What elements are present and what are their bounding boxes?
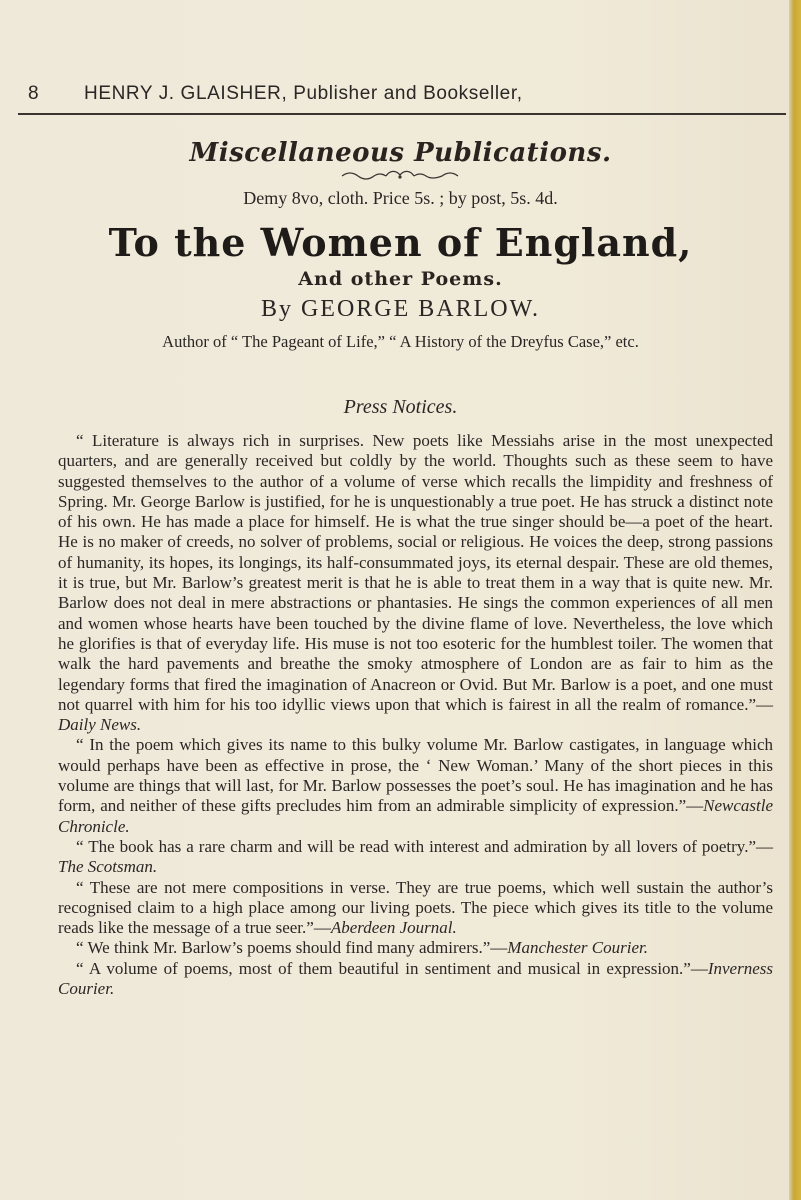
author-line: By GEORGE BARLOW. <box>260 296 541 322</box>
press-notice <box>58 431 773 735</box>
notice-text: “ A volume of poems, most of them beautiful in sentiment and musical in expression.”— <box>76 958 708 978</box>
notice-source: Newcastle Chronicle. <box>58 796 773 836</box>
running-head <box>28 83 668 105</box>
press-notices <box>58 431 773 999</box>
notice-source: The Scotsman. <box>58 857 158 877</box>
notice-text: “ We think Mr. Barlow’s poems should find many admirers.”— <box>76 938 508 958</box>
notice-source: Aberdeen Journal. <box>330 918 457 938</box>
notice-source: Manchester Courier. <box>507 938 649 958</box>
press-notice <box>58 735 773 836</box>
press-notice <box>58 959 773 1000</box>
edition-price: Demy 8vo, cloth. Price 5s. ; by post, 5s. 4d. <box>243 188 558 208</box>
book-subtitle: And other Poems. <box>298 268 503 290</box>
author-works: Author of “ The Pageant of Life,” “ A History of the Dreyfus Case,” etc. <box>162 332 639 351</box>
ornament-divider <box>340 168 460 182</box>
notice-text: “ Literature is always rich in surprises. New poets like Messiahs arise in the most unexpected quarters, and are generally received but coldly by the world. Thoughts such as these seem to have suggested themselves to the author of a volume of verse which recalls the limpidity and freshness of Spring. Mr. George Barlow is justified, for he is unquestionably a true poet. He has struck a distinct note of his own. He has made a place for himself. He is what the true singer should be—a poet of the heart. He is no maker of creeds, no solver of problems, social or religious. He voices the deep, strong passions of humanity, its hopes, its longings, its half-consummated joys, its eternal despair. These are old themes, it is true, but Mr. Barlow’s greatest merit is that he is able to treat them in a way that is quite new. Mr. Barlow does not deal in mere abstractions or phantasies. He sings the common experiences of all men and women whose hearts have been touched by the divine flame of love. Nevertheless, the love which he glorifies is that of everyday life. His muse is not too esoteric for the humblest toiler. The women that walk the hard pavements and breathe the smoky atmosphere of London are as fair to him as the legendary forms that fired the imagination of Anacreon or Ovid. But Mr. Barlow is a poet, and one must not quarrel with him for his too idyllic views upon that which is fairest in all the realm of romance.”— <box>58 431 773 714</box>
header-rule <box>18 113 786 115</box>
section-title: Miscellaneous Publications. <box>189 138 612 168</box>
page-number: 8 <box>28 83 40 104</box>
notice-text: “ The book has a rare charm and will be read with interest and admiration by all lovers of poetry.”— <box>76 836 773 856</box>
notice-source: Inverness Courier. <box>58 958 773 999</box>
press-notice <box>58 938 773 958</box>
press-notice <box>58 837 773 878</box>
notice-source: Daily News. <box>58 715 142 735</box>
page-edge <box>789 0 801 1200</box>
press-notice <box>58 878 773 939</box>
publisher-name: HENRY J. GLAISHER, Publisher and Bookseller, <box>84 83 523 104</box>
book-title: To the Women of England, <box>108 220 693 265</box>
press-notices-heading: Press Notices. <box>343 396 458 418</box>
notice-text: “ In the poem which gives its name to this bulky volume Mr. Barlow castigates, in language which would perhaps have been as effective in prose, the ‘ New Woman.’ Many of the short pieces in this volume are things that will last, for Mr. Barlow possesses the poet’s soul. He has imagination and he has form, and neither of these gifts precludes him from an admirable simplicity of expression.”— <box>58 735 773 816</box>
notice-text: “ These are not mere compositions in verse. They are true poems, which well sustain the author’s recognised claim to a high place among our living poets. The piece which gives its title to the volume reads like the message of a true seer.”— <box>58 877 773 938</box>
